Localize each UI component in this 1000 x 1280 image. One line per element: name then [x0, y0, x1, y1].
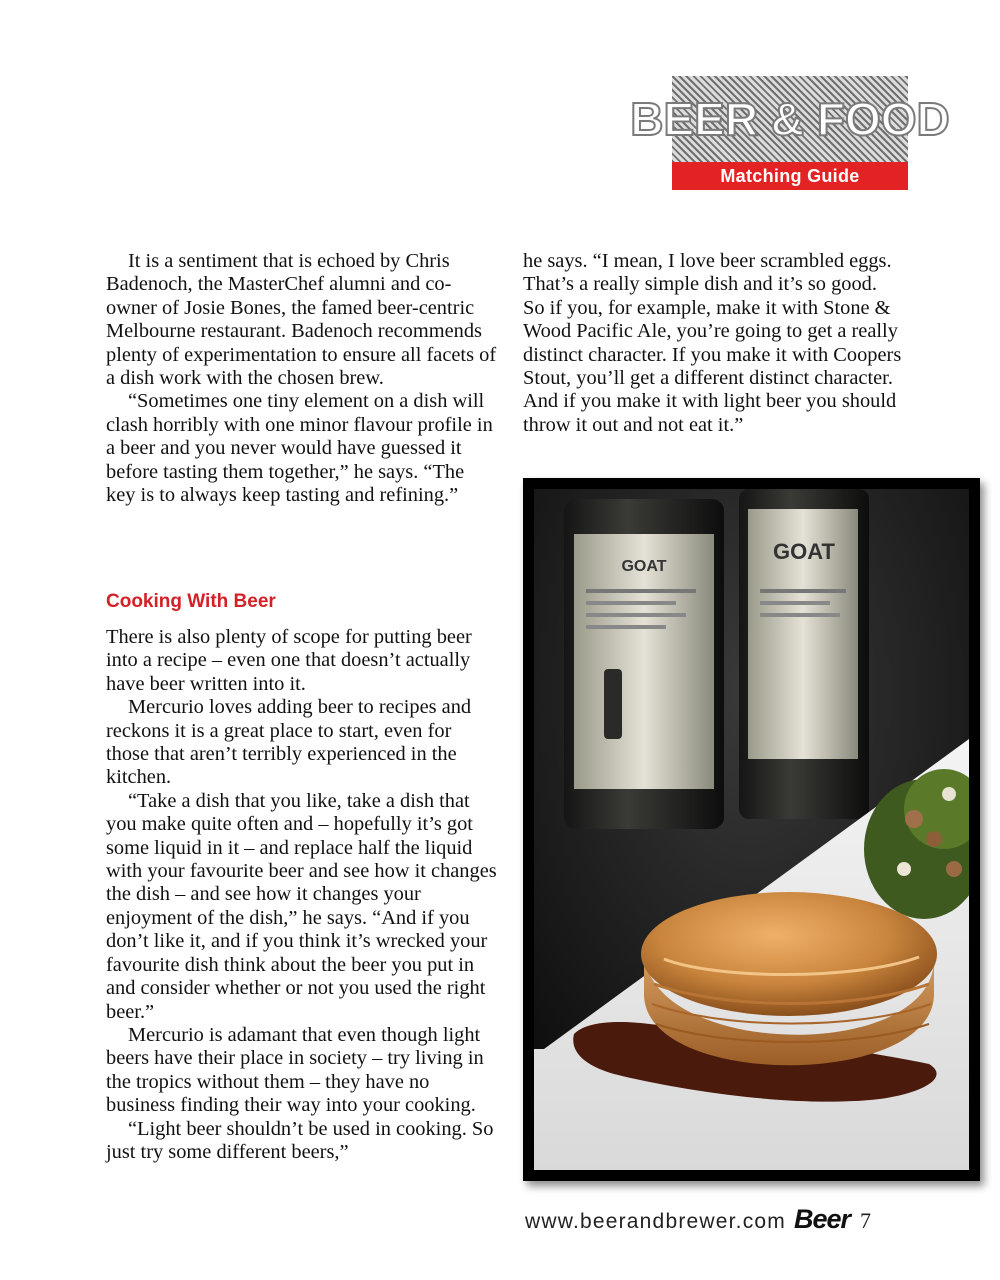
paragraph: Mercurio loves adding beer to recipes and reckons it is a great place to start, even for those that aren’t terribly experienced in the kitchen. [106, 696, 472, 789]
badge-title-block [630, 76, 950, 162]
paragraph: he says. “I mean, I love beer scrambled eggs. That’s a really simple dish and it’s so good. So if you, for example, make it with Stone & Wood Pacific Ale, you’re going to get a really distinct character. If you make it with Coopers Stout, you’ll get a different distinct character. And if you make it with light beer you should throw it out and not eat it.” [523, 250, 902, 436]
paragraph: “Take a dish that you like, take a dish that you make quite often and – hopefully it’s got some liquid in it – and replace half the liquid with your favourite beer and see how it changes the dish – and see how it changes your enjoyment of the dish,” he says. “And if you don’t like it, and if you think it’s wrecked your favourite dish think about the beer you put in and consider whether or not you used the right beer.” [106, 789, 497, 1023]
svg-text:GOAT: GOAT [773, 539, 835, 564]
website-url: www.beerandbrewer.com [525, 1210, 786, 1233]
paragraph: There is also plenty of scope for putting beer into a recipe – even one that doesn’t actually have beer written into it. [106, 626, 472, 695]
paragraph: “Sometimes one tiny element on a dish will clash horribly with one minor flavour profile in a beer and you never would have guessed it before tasting them together,” he says. “The key is to always keep tasting and refining.” [106, 390, 493, 507]
paragraph: Mercurio is adamant that even though light beers have their place in society – try living in the tropics without them – they have no business finding their way into your cooking. [106, 1023, 484, 1117]
section-badge [630, 76, 950, 190]
pie-and-beer-illustration [534, 489, 969, 1170]
paragraph: “Light beer shouldn’t be used in cooking. So just try some different beers,” [106, 1117, 494, 1163]
section-heading: Cooking With Beer [106, 591, 276, 612]
beer-bottle-front [564, 499, 724, 829]
badge-subtitle: Matching Guide [672, 162, 908, 190]
food-photo [523, 478, 980, 1181]
page-number: 7 [860, 1208, 872, 1233]
column-one-intro [106, 250, 498, 507]
paragraph: It is a sentiment that is echoed by Chris Badenoch, the MasterChef alumni and co-owner of Josie Bones, the famed beer-centric Melbourne restaurant. Badenoch recommends plenty of experimentation to ensure all facets of a dish work with the chosen brew. [106, 250, 497, 390]
page-footer [525, 1204, 871, 1244]
badge-title: BEER & FOOD [630, 93, 950, 145]
pie [641, 892, 937, 1065]
column-two [523, 250, 903, 437]
magazine-logo: Beer [793, 1204, 851, 1234]
svg-text:GOAT: GOAT [621, 558, 667, 575]
beer-bottle-back [739, 489, 869, 819]
column-one-section [106, 626, 498, 1164]
